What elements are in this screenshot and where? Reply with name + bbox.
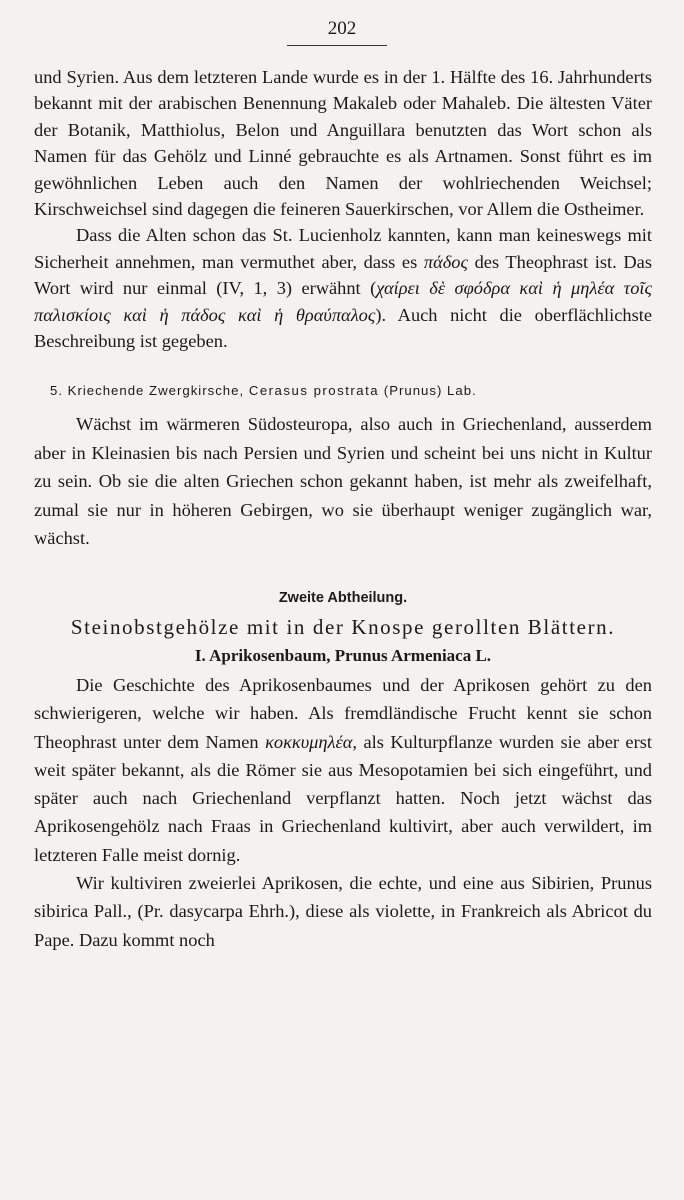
- body-text: [34, 64, 652, 954]
- section-number: 5.: [50, 383, 63, 399]
- section-5-heading: [34, 380, 652, 402]
- header-rule: [287, 45, 387, 46]
- paragraph-aprikosen-kinds: Wir kultiviren zweierlei Aprikosen, die echte, und eine aus Sibirien, Prunus sibirica Pall., (Pr. dasycarpa Ehrh.), diese als violette, in Frankreich als Abricot du Pape. Dazu kommt noch: [34, 873, 652, 950]
- section-1-heading: I. Aprikosenbaum, Prunus Armeniaca L.: [194, 645, 492, 665]
- greek-word-kokkymelea: κοκκυμηλέα: [265, 731, 353, 752]
- common-name: Kriechende Zwergkirsche,: [67, 383, 245, 399]
- greek-word: πάδος: [423, 251, 468, 272]
- latin-name: Cerasus prostrata: [248, 383, 380, 399]
- division-subheading: Steinobstgehölze mit in der Knospe gerollten Blättern.: [70, 614, 616, 639]
- paragraph-lucienholz: Dass die Alten schon das St. Lucienholz kannten, kann man keineswegs mit Sicherheit annehmen, man vermuthet aber, dass es πάδος des Theophrast ist. Das Wort wird nur einmal (IV, 1, 3) erwähnt (χαίρει δὲ σφόδρα καὶ ἡ μηλέα τοῖς παλισκίοις καὶ ἡ πάδος καὶ ἡ θραύπαλος). Auch nicht die oberflächlichste Beschreibung ist gegeben.: [34, 225, 653, 352]
- section-5-text: Wächst im wärmeren Südosteuropa, also auch in Griechenland, ausserdem aber in Kleinasien bis nach Persien und Syrien und scheint bei uns nicht in Kultur zu sein. Ob sie die alten Griechen schon gekannt haben, ist mehr als zweifelhaft, zumal sie nur in höheren Gebirgen, wo sie überhaupt weniger zugänglich war, wächst.: [34, 414, 652, 549]
- greek-quote: χαίρει δὲ σφόδρα καὶ ἡ μηλέα τοῖς παλισκίοις καὶ ἡ πάδος καὶ ἡ θραύπαλος: [34, 278, 652, 325]
- paragraph-mahaleb: und Syrien. Aus dem letzteren Lande wurde es in der 1. Hälfte des 16. Jahrhunderts bekannt mit der arabischen Benennung Makaleb oder Mahaleb. Die ältesten Väter der Botanik, Matthiolus, Belon und Anguillara benutzten das Wort schon als Namen für das Gehölz und Linné gebrauchte es als Artnamen. Sonst führt es im gewöhnlichen Leben auch den Namen der wohlriechenden Weichsel; Kirschweichsel sind dagegen die feineren Sauerkirschen, vor Allem die Ostheimer.: [34, 67, 652, 220]
- paragraph-aprikosen-history: Die Geschichte des Aprikosenbaumes und der Aprikosen gehört zu den schwierigeren, welche wir haben. Als fremdländische Frucht kennt sie schon Theophrast unter dem Namen κοκκυμηλέα, als Kulturpflanze wurden sie aber erst weit später bekannt, als die Römer sie aus Mesopotamien bei sich eingeführt, und später auch nach Griechenland verpflanzt hatten. Noch jetzt wächst das Aprikosengehölz nach Fraas in Griechenland kultivirt, aber auch verwildert, im letzteren Falle meist dornig.: [34, 674, 652, 865]
- page-number: 202: [327, 18, 357, 39]
- alt-name: (Prunus) Lab.: [383, 383, 477, 399]
- division-heading: Zweite Abtheilung.: [278, 589, 408, 606]
